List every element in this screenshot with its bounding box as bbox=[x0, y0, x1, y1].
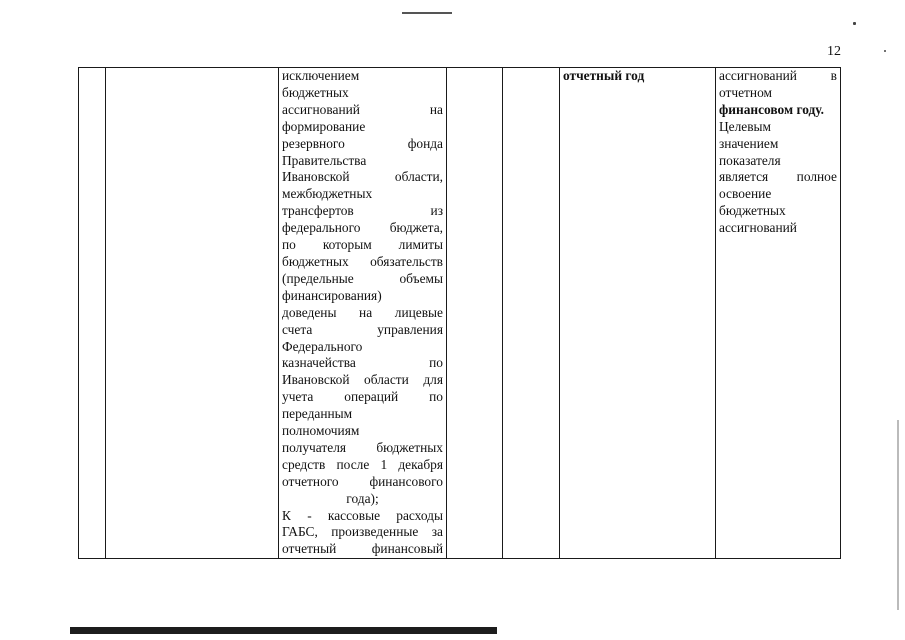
cell-line: бюджетных bbox=[719, 203, 786, 219]
cell-line: Ивановской области, bbox=[282, 169, 443, 185]
cell-line: года); bbox=[346, 490, 379, 506]
cell-line: доведены на лицевые bbox=[282, 304, 443, 320]
table-row bbox=[79, 68, 841, 559]
cell-line: Федерального bbox=[282, 338, 363, 354]
cell-line: ассигнований на bbox=[282, 101, 443, 117]
cell-line: финансовом году. bbox=[719, 101, 824, 117]
cell-line: Правительства bbox=[282, 152, 367, 168]
cell-line: Целевым bbox=[719, 118, 772, 134]
cell-line: учета операций по bbox=[282, 389, 443, 405]
cell-line: резервного фонда bbox=[282, 135, 443, 151]
cell-line: исключением bbox=[282, 68, 360, 83]
cell-line: казначейства по bbox=[282, 355, 443, 371]
scan-edge-bar bbox=[70, 627, 497, 634]
cell-methodology bbox=[279, 68, 447, 559]
scan-speck bbox=[853, 22, 856, 25]
cell-target bbox=[716, 68, 841, 559]
cell-line: федерального бюджета, bbox=[282, 220, 443, 236]
cell-line: освоение bbox=[719, 186, 772, 202]
cell-empty bbox=[447, 68, 503, 559]
cell-line: Ивановской области для bbox=[282, 372, 443, 388]
cell-line: средств после 1 декабря bbox=[282, 456, 443, 472]
cell-period bbox=[560, 68, 716, 559]
cell-line: (предельные объемы bbox=[282, 270, 443, 286]
page-number: 12 bbox=[827, 44, 841, 59]
cell-line: значением bbox=[719, 135, 779, 151]
cell-line: финансирования) bbox=[282, 287, 382, 303]
cell-empty bbox=[503, 68, 560, 559]
cell-line: межбюджетных bbox=[282, 186, 373, 202]
cell-line: бюджетных bbox=[282, 84, 349, 100]
cell-line: показателя bbox=[719, 152, 781, 168]
cell-line: К - кассовые расходы bbox=[282, 507, 443, 523]
cell-line: полномочиям bbox=[282, 423, 360, 439]
cell-line: трансфертов из bbox=[282, 203, 443, 219]
cell-line: отчетный финансовый bbox=[282, 541, 443, 557]
cell-line: бюджетных обязательств bbox=[282, 253, 443, 269]
cell-line: счета управления bbox=[282, 321, 443, 337]
cell-line: является полное bbox=[719, 169, 837, 185]
scan-speck bbox=[884, 50, 886, 52]
cell-line: ассигнований в bbox=[719, 68, 837, 83]
period-text: отчетный год bbox=[563, 68, 645, 83]
scan-edge-line bbox=[897, 420, 899, 610]
cell-line: формирование bbox=[282, 118, 366, 134]
cell-line: отчетном bbox=[719, 84, 772, 100]
cell-indicator-name bbox=[106, 68, 279, 559]
cell-number bbox=[79, 68, 106, 559]
cell-line: ГАБС, произведенные за bbox=[282, 524, 443, 540]
cell-line: отчетного финансового bbox=[282, 473, 443, 489]
cell-line: получателя бюджетных bbox=[282, 439, 443, 455]
indicator-table bbox=[78, 67, 841, 559]
top-scan-mark bbox=[402, 12, 452, 14]
cell-line: ассигнований bbox=[719, 220, 797, 236]
cell-line: по которым лимиты bbox=[282, 237, 443, 253]
cell-line: переданным bbox=[282, 406, 353, 422]
